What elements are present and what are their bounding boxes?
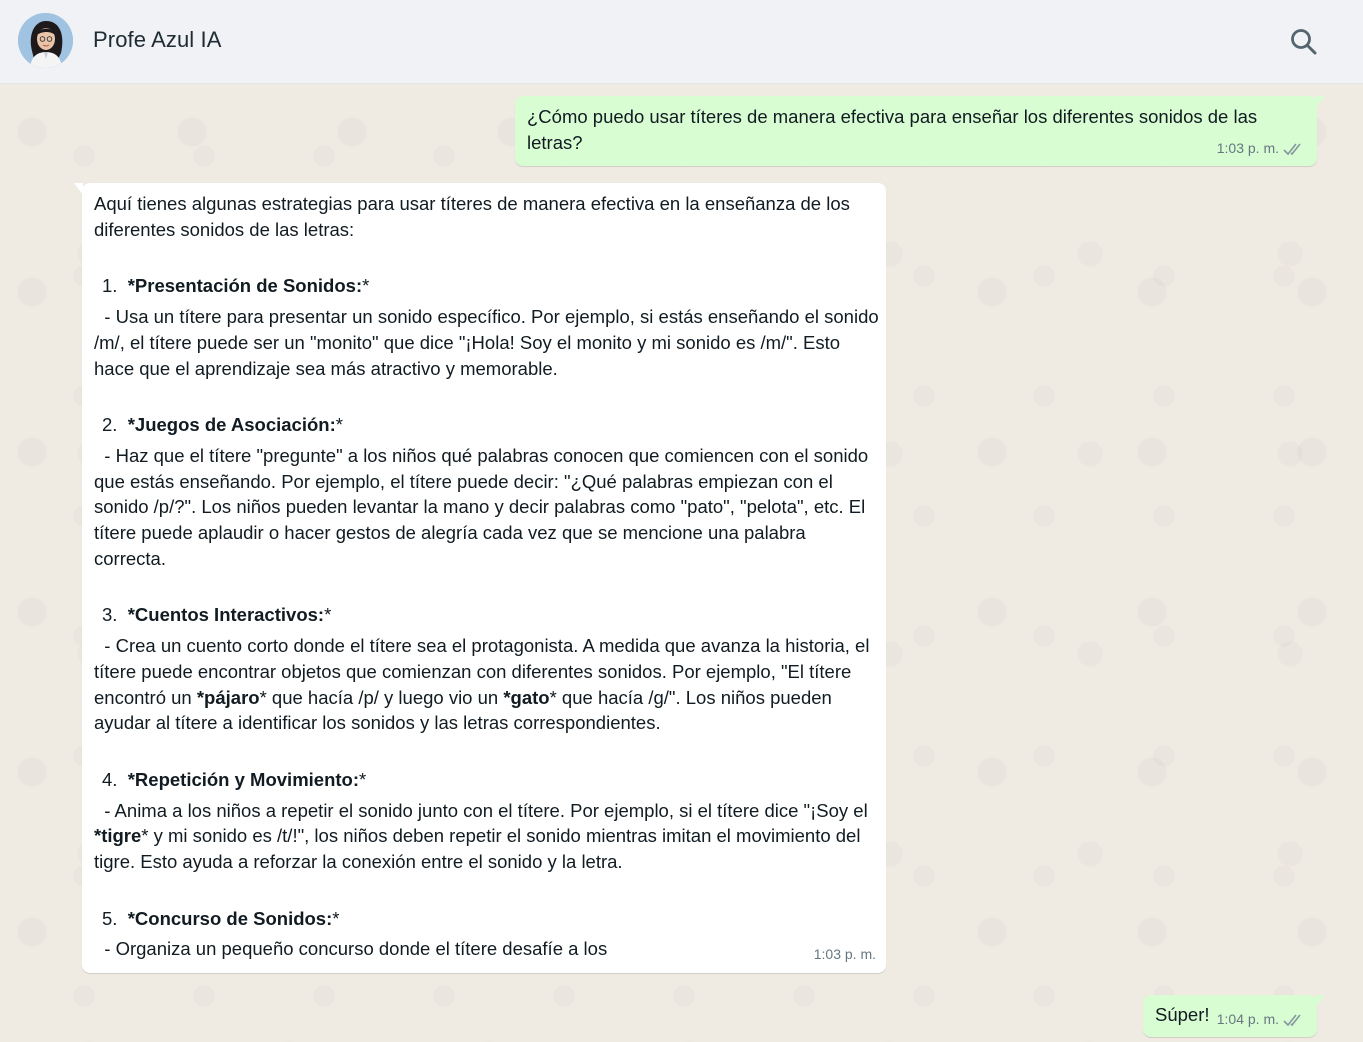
list-body: * y mi sonido es /t/!", los niños deben repetir el sonido mientras imitan el movimiento del tigre. Esto ayuda a reforzar la conexión entre el sonido y la letra. <box>94 825 861 873</box>
message-meta <box>1217 1007 1305 1033</box>
bold-word: *pájaro <box>196 686 260 708</box>
message-time: 1:03 p. m. <box>1216 140 1279 157</box>
list-body: * que hacía /g/". Los niños pueden ayudar al títere a identificar los sonidos y las letras correspondientes. <box>94 686 832 734</box>
list-body: - Usa un títere para presentar un sonido específico. Por ejemplo, si estás enseñando el sonido /m/, el títere puede ser un "monito" que dice "¡Hola! Soy el monito y mi sonido es /m/". Esto hace que el aprendizaje sea más atractivo y memorable. <box>94 306 879 379</box>
message-text: Súper! <box>1155 1004 1210 1025</box>
avatar-illustration-icon <box>18 13 73 68</box>
list-item <box>94 412 879 571</box>
list-body: - Organiza un pequeño concurso donde el títere desafíe a los <box>104 938 608 960</box>
bold-word: *gato <box>503 686 550 708</box>
list-title-suffix: * <box>332 907 340 929</box>
list-title: *Presentación de Sonidos: <box>127 275 363 297</box>
message-outgoing[interactable] <box>515 96 1317 166</box>
double-check-icon <box>1283 142 1305 156</box>
message-text: ¿Cómo puedo usar títeres de manera efectiva para enseñar los diferentes sonidos de las letras? <box>527 106 1258 153</box>
list-item <box>94 906 879 962</box>
list-item <box>94 602 879 736</box>
bubble-tail <box>74 183 83 195</box>
list-title: *Cuentos Interactivos: <box>127 604 325 626</box>
bold-word: *tigre <box>94 825 142 847</box>
message-meta <box>1217 136 1305 162</box>
message-incoming[interactable] <box>82 183 886 973</box>
list-number: 5. <box>102 907 118 929</box>
message-time: 1:04 p. m. <box>1216 1011 1279 1028</box>
list-body: - Anima a los niños a repetir el sonido junto con el títere. Por ejemplo, si el títere dice "¡Soy el <box>104 799 868 821</box>
message-intro: Aquí tienes algunas estrategias para usar títeres de manera efectiva en la enseñanza de los diferentes sonidos de las letras: <box>94 193 850 240</box>
chat-area[interactable] <box>0 84 1363 1042</box>
bubble-tail <box>1316 96 1325 108</box>
message-content <box>94 191 879 962</box>
list-item <box>94 273 879 381</box>
contact-name[interactable]: Profe Azul IA <box>93 27 222 52</box>
list-title: *Juegos de Asociación: <box>127 414 336 436</box>
list-title-suffix: * <box>359 768 367 790</box>
search-icon <box>1288 26 1320 58</box>
list-number: 2. <box>102 414 118 436</box>
list-title: *Repetición y Movimiento: <box>127 768 359 790</box>
list-body: * que hacía /p/ y luego vio un <box>259 686 504 708</box>
list-title: *Concurso de Sonidos: <box>127 907 333 929</box>
list-item <box>94 767 879 875</box>
message-meta <box>814 942 876 968</box>
list-number: 4. <box>102 768 118 790</box>
message-time: 1:03 p. m. <box>813 946 876 963</box>
avatar[interactable] <box>18 13 73 68</box>
list-title-suffix: * <box>335 414 343 436</box>
message-outgoing[interactable] <box>1143 995 1317 1037</box>
list-number: 1. <box>102 275 118 297</box>
list-title-suffix: * <box>362 275 370 297</box>
list-number: 3. <box>102 604 118 626</box>
list-body: - Haz que el títere "pregunte" a los niños qué palabras conocen que comiencen con el sonido que estás enseñando. Por ejemplo, el títere puede decir: "¿Qué palabras empiezan con el sonido /p/?". Los niños pueden levantar la mano y decir palabras como "pato", "pelota", etc. El títere puede aplaudir o hacer gestos de alegría cada vez que se mencione una palabra correcta. <box>94 444 869 569</box>
list-body: - Crea un cuento corto donde el títere sea el protagonista. A medida que avanza la historia, el títere puede encontrar objetos que comienzan con diferentes sonidos. Por ejemplo, "El títere encontró un <box>94 635 870 708</box>
list-title-suffix: * <box>324 604 332 626</box>
chat-header <box>0 0 1363 84</box>
double-check-icon <box>1283 1013 1305 1027</box>
search-button[interactable] <box>1288 26 1320 58</box>
bubble-tail <box>1316 995 1325 1007</box>
